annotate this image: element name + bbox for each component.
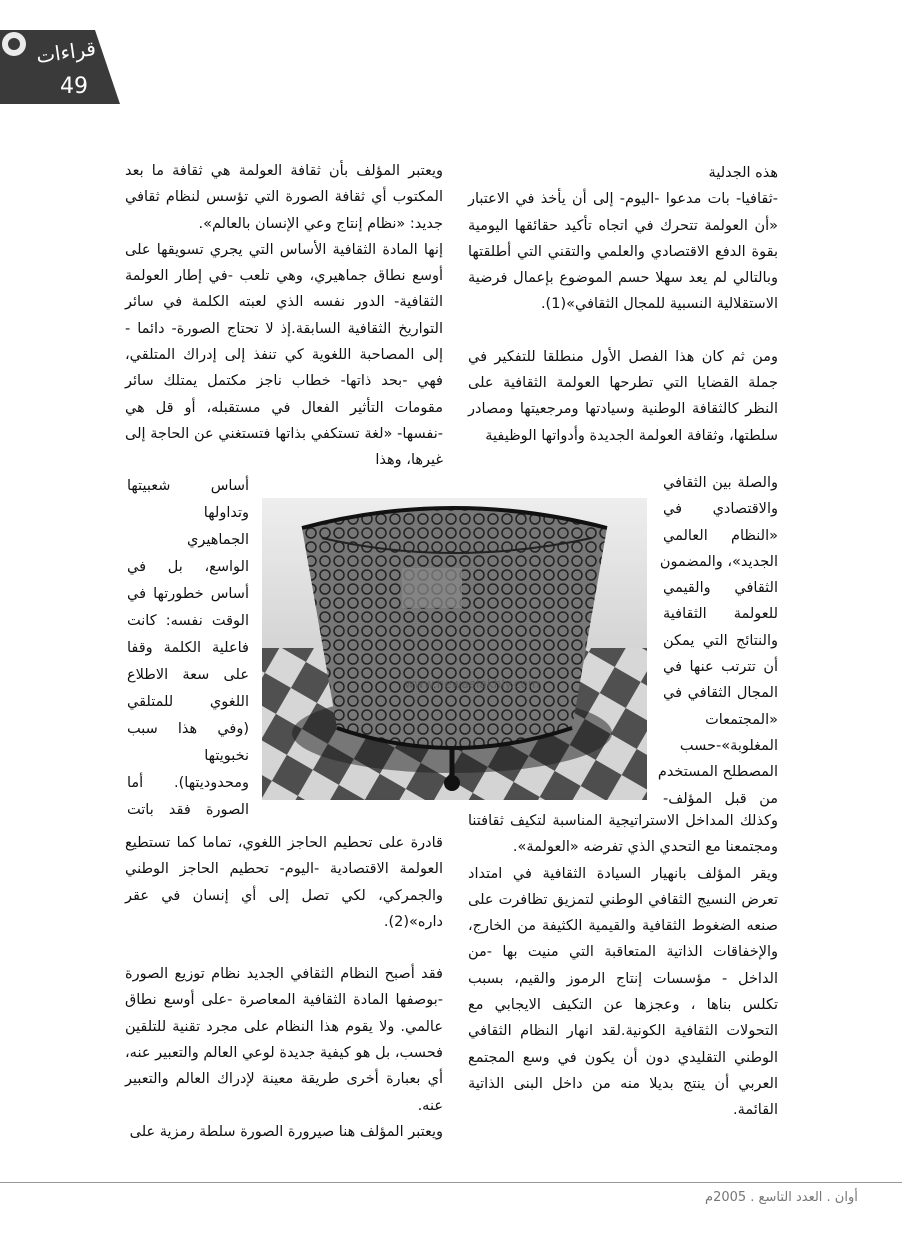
paragraph: فقد أصبح النظام الثقافي الجديد نظام توزيع الصورة -بوصفها المادة الثقافية المعاصرة -على أوسع نطاق عالمي. ولا يقوم هذا النظام على مجرد تقنية للتلقين فحسب، بل هو كيفية جديدة لوعي العالم والتعبير عنه، أي بعبارة أخرى طريقة معينة لإدراك العالم والتعبير عنه. (125, 966, 443, 1114)
wrap-line: المغلوبة»-حسب (679, 737, 778, 754)
paragraph: هذه الجدلية (708, 165, 778, 181)
wrap-line: للعولمة الثقافية (663, 606, 778, 623)
paragraph: ويقر المؤلف بانهيار السيادة الثقافية في امتداد تعرض النسيج الثقافي الوطني لتمزيق تظافرت على صنعه الضغوط الثقافية والقيمية الكثيفة من الخارج، والإخفاقات الذاتية المتعاقبة التي منيت بها -من الداخل - مؤسسات إنتاج الرموز والقيم، بسبب تكلس بناها ، وعجزها عن التكيف الايجابي مع التحولات الثقافية الكونية.لقد انهار النظام الثقافي الوطني التقليدي دون أن يكون في وسع المجتمع العربي أن ينتج بديلا منه من داخل البنى الذاتية القائمة. (468, 865, 778, 1119)
wrap-line: المصطلح المستخدم (657, 764, 778, 781)
wrap-line: الجماهيري (187, 532, 249, 548)
left-column-wrap (127, 473, 249, 824)
paragraph: ويعتبر المؤلف هنا صيرورة الصورة سلطة رمزية على (129, 1123, 443, 1140)
left-column-top (125, 158, 443, 474)
wrap-line: الواسع، بل في (127, 559, 249, 575)
wrap-line: الوقت نفسه: كانت (127, 613, 249, 629)
wrap-line: على سعة الاطلاع (127, 667, 249, 683)
basket-photo (262, 498, 647, 800)
wrap-line: أن تترتب عنها في (663, 659, 778, 676)
wrap-line: (وفي هذا سبب (127, 721, 249, 737)
wrap-line: فاعلية الكلمة وقفا (127, 640, 249, 656)
section-label: قراءات (34, 35, 98, 69)
paragraph: ومن ثم كان هذا الفصل الأول منطلقا للتفكير في جملة القضايا التي تطرحها العولمة الثقافية على النظر كالثقافة الوطنية وسيادتها ومرجعيتها ومصادر سلطتها، وثقافة العولمة الجديدة وأدواتها الوظيفية (468, 348, 778, 444)
right-column-top (468, 160, 778, 449)
paragraph: ويعتبر المؤلف بأن ثقافة العولمة هي ثقافة ما بعد المكتوب أي ثقافة الصورة التي تؤسس لنظام ثقافي جديد: «نظام إنتاج وعي الإنسان بالعالم». (125, 163, 443, 232)
right-column-bottom (468, 808, 778, 1124)
wrap-line: والصلة بين الثقافي (663, 475, 778, 491)
footer-rule (0, 1182, 902, 1183)
page-number: 49 (60, 74, 88, 99)
photo-watermark: www.hewaelakhly.com (404, 677, 540, 691)
wrap-line: الصورة فقد باتت (127, 802, 249, 818)
right-column-wrap (657, 470, 778, 812)
wrap-line: ومحدوديتها). أما (127, 775, 249, 791)
left-column-bottom (125, 830, 443, 1145)
paragraph: وكذلك المداخل الاستراتيجية المناسبة لتكيف ثقافتنا ومجتمعنا مع التحدي الذي تفرضه «العولمة». (468, 813, 778, 856)
wrap-line: وتداولها (203, 505, 249, 521)
wrap-line: المجال الثقافي في (663, 685, 778, 702)
paragraph: -ثقافيا- بات مدعوا -اليوم- إلى أن يأخذ في الاعتبار «أن العولمة تتحرك في اتجاه تأكيد حقائقها اليومية بقوة الدفع الاقتصادي والعلمي والتقني التي أطلقتها وبالتالي لم يعد سهلا حسم الموضوع بإعمال فرضية الاستقلالية النسبية للمجال الثقافي»(1). (468, 191, 778, 313)
article-photo (262, 498, 647, 800)
wrap-line: من قبل المؤلف- (663, 790, 778, 807)
wrap-line: والاقتصادي في (663, 501, 778, 518)
wrap-line: أساس شعبيتها (127, 478, 249, 494)
paragraph: إنها المادة الثقافية الأساس التي يجري تسويقها على أوسع نطاق جماهيري، وهي تلعب -في إطار العولمة الثقافية- الدور نفسه الذي لعبته الكلمة في سائر التواريخ الثقافية السابقة.إذ لا تحتاج الصورة- دائما - إلى المصاحبة اللغوية كي تنفذ إلى إدراك المتلقي، فهي -بحد ذاتها- خطاب ناجز مكتمل يمتلك سائر مقومات التأثير الفعال في مستقبله، أو قل هي -نفسها- «لغة تستكفي بذاتها فتستغني عن الحاجة إلى غيرها، وهذا (125, 241, 443, 469)
wrap-line: الثقافي والقيمي (663, 580, 778, 597)
paragraph: قادرة على تحطيم الحاجز اللغوي، تماما كما تستطيع العولمة الاقتصادية -اليوم- تحطيم الحاجز الوطني والجمركي، لكي تصل إلى أي إنسان في عقر داره»(2). (125, 835, 443, 930)
footer-text: أوان . العدد التاسع . 2005م (705, 1190, 858, 1205)
wrap-line: نخبويتها (204, 748, 249, 764)
wrap-line: اللغوي للمتلقي (127, 694, 249, 710)
wrap-line: «المجتمعات (705, 711, 778, 728)
wrap-line: أساس خطورتها في (127, 586, 249, 602)
wrap-line: والنتائج التي يمكن (663, 632, 778, 649)
wrap-line: الجديد»، والمضمون (659, 553, 778, 570)
wrap-line: «النظام العالمي (663, 527, 778, 544)
